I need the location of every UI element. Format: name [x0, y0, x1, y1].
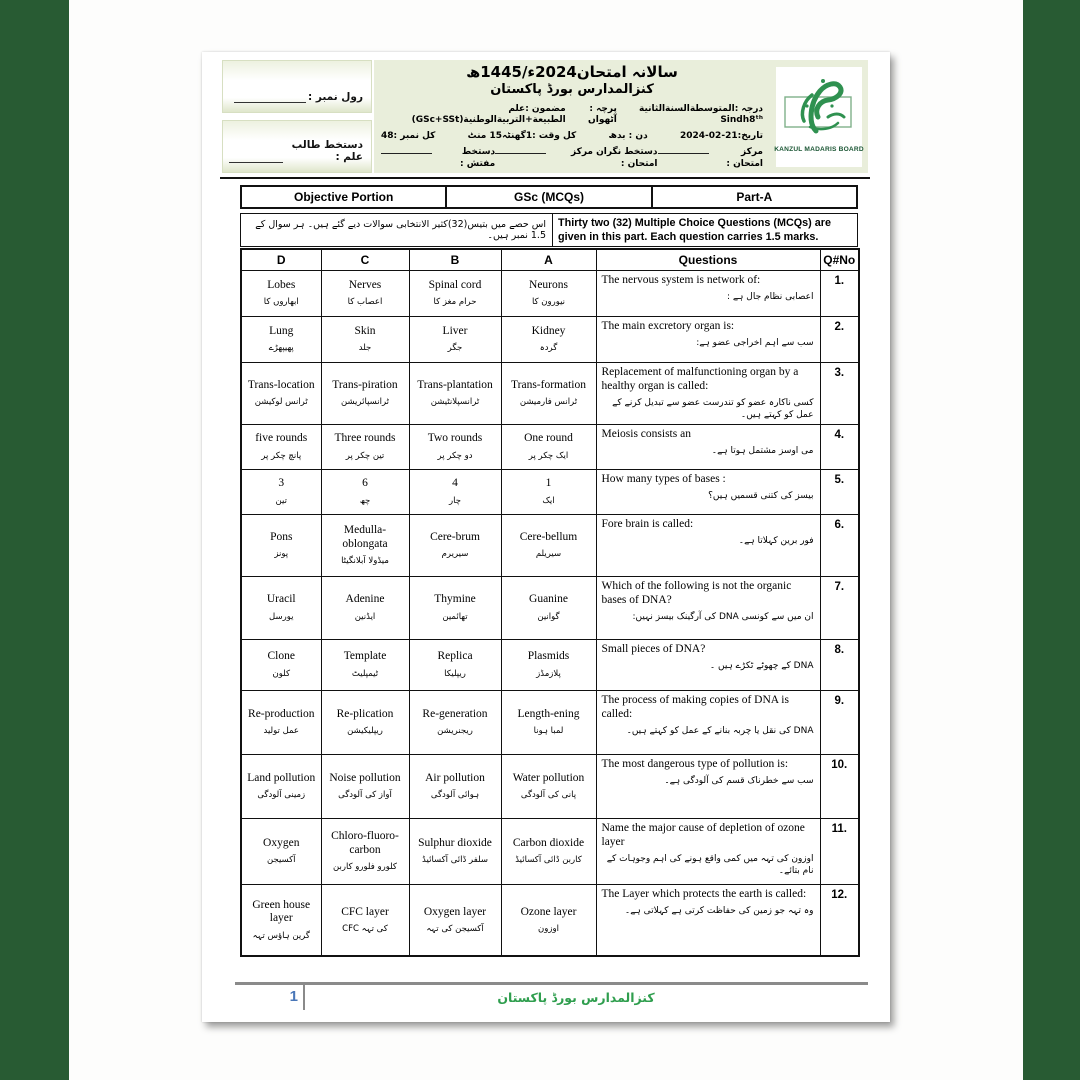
roll-number-box	[222, 60, 372, 113]
option-a-cell	[501, 818, 596, 884]
question-cell	[596, 316, 820, 362]
question-number: 10.	[820, 754, 859, 818]
question-urdu: سب سے خطرناک قسم کی آلودگی ہے۔	[664, 776, 814, 786]
question-number: 3.	[820, 362, 859, 424]
option-c-cell	[321, 576, 409, 639]
question-urdu: وہ تہہ جو زمین کی حفاظت کرتی ہے کہلاتی ہے۔	[624, 906, 814, 916]
option-d-cell	[241, 690, 321, 754]
option-c-english: Chloro-fluoro-carbon	[331, 830, 399, 856]
table-row	[241, 818, 859, 884]
option-a-urdu: گوانین	[537, 611, 560, 622]
question-cell	[596, 469, 820, 514]
question-urdu: کسی ناکارہ عضو کو تندرست عضو سے تبدیل کرنے کے عمل کو کہتے ہیں۔	[612, 398, 814, 420]
option-c-cell	[321, 270, 409, 316]
option-c-cell	[321, 469, 409, 514]
question-english: The nervous system is network of:	[601, 273, 761, 286]
option-a-english: Guanine	[529, 593, 568, 606]
question-english: The Layer which protects the earth is called:	[601, 887, 807, 900]
option-d-cell	[241, 270, 321, 316]
mcq-table	[240, 248, 860, 957]
option-a-english: Carbon dioxide	[512, 836, 585, 849]
question-english: The process of making copies of DNA is called:	[601, 693, 789, 720]
option-a-urdu: کاربن ڈائی آکسائیڈ	[515, 855, 582, 866]
question-english: Small pieces of DNA?	[601, 642, 706, 655]
supervisor-signature-label: دستخط نگران مرکز امتحان :	[570, 147, 658, 169]
option-d-cell	[241, 884, 321, 956]
part-a-cell: Part-A	[651, 187, 856, 207]
option-c-urdu: آواز کی آلودگی	[338, 790, 392, 801]
option-a-cell	[501, 690, 596, 754]
option-d-urdu: آکسیجن	[266, 855, 296, 866]
option-b-english: Replica	[437, 650, 473, 663]
question-english: Fore brain is called:	[601, 517, 694, 530]
option-d-urdu: یورسل	[269, 611, 294, 622]
student-signature-box	[222, 120, 372, 173]
option-b-urdu: جگر	[447, 343, 463, 354]
option-b-cell	[409, 818, 501, 884]
option-b-english: Re-generation	[422, 707, 488, 720]
objective-portion-cell: Objective Portion	[293, 190, 394, 204]
option-c-english: Three rounds	[334, 432, 396, 445]
footer-page-divider	[303, 982, 305, 1010]
option-b-english: Cere-brum	[430, 530, 480, 543]
option-b-english: Oxygen layer	[423, 905, 487, 918]
option-b-cell	[409, 639, 501, 690]
option-c-english: Skin	[354, 324, 376, 337]
option-c-cell	[321, 690, 409, 754]
table-row	[241, 469, 859, 514]
option-c-urdu: اعصاب کا	[347, 297, 383, 308]
option-a-urdu: لمبا ہونا	[533, 726, 564, 737]
option-c-english: Adenine	[345, 593, 385, 606]
grade-field: درجہ :المتوسطةالسنةالثانية Sindh8ᵗʰ	[639, 103, 763, 125]
option-a-english: One round	[524, 432, 573, 445]
meta-row-grade	[381, 104, 763, 127]
option-d-english: Green house layer	[252, 899, 311, 925]
option-d-english: Oxygen	[263, 836, 300, 849]
day-field: دن : بدھ	[608, 131, 648, 142]
total-marks-field: کل نمبر :48	[381, 131, 436, 142]
board-logo	[776, 67, 862, 167]
option-b-urdu: تھائمین	[442, 611, 468, 622]
option-b-cell	[409, 316, 501, 362]
option-b-urdu: ریجنریشن	[437, 726, 473, 737]
option-a-english: Ozone layer	[520, 905, 577, 918]
column-header-b: B	[409, 249, 501, 270]
table-row	[241, 316, 859, 362]
option-d-english: Clone	[267, 650, 295, 663]
option-c-cell	[321, 362, 409, 424]
option-a-urdu: نیورون کا	[531, 297, 566, 308]
question-cell	[596, 690, 820, 754]
option-d-english: 3	[278, 477, 285, 490]
option-d-cell	[241, 514, 321, 576]
option-d-urdu: ٹرانس لوکیشن	[254, 397, 308, 408]
option-c-cell	[321, 514, 409, 576]
paper-header	[222, 60, 868, 173]
question-english: How many types of bases :	[601, 472, 726, 485]
option-b-english: Air pollution	[425, 771, 485, 784]
board-logo-calligraphy-icon	[780, 73, 858, 144]
footer-board-name: کنزالمدارس بورڈ پاکستان	[497, 990, 655, 1005]
meta-row-signatures	[381, 147, 763, 170]
option-c-english: Re-plication	[336, 707, 394, 720]
option-d-cell	[241, 362, 321, 424]
question-urdu: بیسز کی کتنی قسمیں ہیں؟	[708, 491, 814, 501]
option-b-urdu: سلفر ڈائی آکسائیڈ	[422, 855, 488, 866]
option-c-urdu: ٹرانسپائریشن	[341, 397, 389, 408]
question-urdu: اعصابی نظام جال ہے :	[727, 291, 814, 302]
option-b-urdu: چار	[449, 495, 461, 506]
option-a-cell	[501, 469, 596, 514]
option-a-cell	[501, 576, 596, 639]
option-a-cell	[501, 362, 596, 424]
option-a-cell	[501, 424, 596, 469]
option-a-cell	[501, 754, 596, 818]
option-a-english: Kidney	[531, 324, 566, 337]
option-c-urdu: ایڈنین	[354, 611, 376, 622]
option-a-english: Length-ening	[517, 707, 580, 720]
exam-title: سالانہ امتحان2024ء/1445ھ	[466, 63, 678, 81]
option-d-urdu: ابھاروں کا	[263, 297, 299, 308]
header-divider	[220, 177, 870, 179]
question-number: 12.	[820, 884, 859, 956]
option-b-urdu: ریپلیکا	[444, 668, 466, 679]
question-cell	[596, 514, 820, 576]
option-d-urdu: کلون	[272, 668, 290, 679]
option-b-english: Liver	[442, 324, 468, 337]
option-c-cell	[321, 316, 409, 362]
option-c-urdu: جلد	[358, 343, 372, 354]
question-urdu: DNA کی نقل یا چربہ بنانے کے عمل کو کہتے ہیں۔	[626, 726, 814, 737]
option-d-english: Uracil	[266, 593, 296, 606]
exam-center-label: مرکز امتحان :	[726, 147, 763, 169]
option-c-english: Noise pollution	[329, 771, 401, 784]
instructions-row	[240, 213, 858, 247]
option-a-cell	[501, 514, 596, 576]
question-cell	[596, 754, 820, 818]
table-row	[241, 362, 859, 424]
option-a-cell	[501, 884, 596, 956]
meta-row-date	[381, 131, 763, 142]
option-b-cell	[409, 362, 501, 424]
option-c-cell	[321, 818, 409, 884]
column-header-qno: Q#No	[820, 249, 859, 270]
table-row	[241, 514, 859, 576]
option-a-english: 1	[545, 477, 552, 490]
question-number: 6.	[820, 514, 859, 576]
inspector-signature-label: دستخط مفتش :	[459, 147, 496, 169]
option-a-urdu: پانی کی آلودگی	[520, 790, 577, 801]
option-c-cell	[321, 884, 409, 956]
column-header-a: A	[501, 249, 596, 270]
column-header-questions: Questions	[596, 249, 820, 270]
inspector-signature-blank	[381, 152, 432, 154]
option-d-english: Lobes	[267, 278, 296, 291]
option-c-cell	[321, 424, 409, 469]
option-d-english: five rounds	[255, 432, 308, 445]
option-d-urdu: زمینی آلودگی	[257, 790, 306, 801]
option-b-cell	[409, 469, 501, 514]
option-c-urdu: CFC کی تہہ	[342, 923, 388, 934]
option-d-urdu: عمل تولید	[263, 726, 299, 737]
exam-paper-page	[202, 52, 890, 1022]
question-number: 5.	[820, 469, 859, 514]
option-a-cell	[501, 270, 596, 316]
question-number: 4.	[820, 424, 859, 469]
supervisor-signature-blank	[495, 152, 546, 154]
board-title: کنزالمدارس بورڈ پاکستان	[490, 81, 654, 97]
question-urdu: اوزون کی تہہ میں کمی واقع ہونے کی اہم وجوہات کے نام بتائے۔	[606, 854, 814, 877]
option-c-english: Medulla-oblongata	[342, 524, 388, 550]
option-b-cell	[409, 424, 501, 469]
table-row	[241, 424, 859, 469]
option-a-urdu: سیریلم	[535, 549, 562, 560]
question-cell	[596, 270, 820, 316]
option-b-cell	[409, 514, 501, 576]
question-english: Name the major cause of depletion of ozone layer	[601, 821, 805, 848]
question-number: 7.	[820, 576, 859, 639]
question-urdu: DNA کے چھوٹے ٹکڑے ہیں ۔	[709, 661, 814, 671]
question-cell	[596, 362, 820, 424]
question-english: Meiosis consists an	[601, 427, 691, 440]
option-d-cell	[241, 639, 321, 690]
option-c-urdu: چھ	[359, 495, 371, 506]
subject-field: مضمون :علم الطبیعة+التربیةالوطنیة(GSc+SSt)	[411, 103, 566, 125]
column-header-d: D	[241, 249, 321, 270]
option-b-cell	[409, 270, 501, 316]
table-row	[241, 884, 859, 956]
page-number: 1	[289, 988, 298, 1005]
question-cell	[596, 818, 820, 884]
option-b-urdu: سیریرم	[441, 549, 469, 560]
paper-field: پرچہ : آٹھواں	[588, 103, 617, 125]
question-urdu: ان میں سے کونسی DNA کی آرگینک بیسز نہیں:	[632, 612, 814, 623]
duration-field: کل وقت :1گھنٹہ15 منٹ	[467, 131, 577, 142]
option-d-urdu: پھیپھڑے	[268, 343, 294, 354]
option-c-english: Template	[343, 650, 387, 663]
option-b-cell	[409, 690, 501, 754]
option-a-urdu: گردہ	[539, 343, 558, 354]
option-c-urdu: میڈولا آبلانگیٹا	[341, 555, 389, 566]
column-header-c: C	[321, 249, 409, 270]
option-a-english: Cere-bellum	[519, 530, 578, 543]
option-d-cell	[241, 818, 321, 884]
roll-number-label: رول نمبر :	[308, 91, 363, 103]
option-c-urdu: تین چکر پر	[345, 450, 385, 461]
part-header	[240, 185, 858, 209]
table-row	[241, 754, 859, 818]
option-c-urdu: ٹیمپلیٹ	[351, 668, 379, 679]
option-d-english: Pons	[270, 530, 293, 543]
date-field: تاریخ:21-02-2024	[679, 131, 763, 142]
question-cell	[596, 576, 820, 639]
question-english: The most dangerous type of pollution is:	[601, 757, 789, 770]
option-b-cell	[409, 754, 501, 818]
option-a-urdu: ٹرانس فارمیشن	[519, 397, 578, 408]
question-number: 11.	[820, 818, 859, 884]
option-a-urdu: پلازمڈز	[536, 668, 561, 679]
instructions-urdu: اس حصے میں بتیس(32)کثیر الانتخابی سوالات دیے گئے ہیں۔ ہر سوال کے 1.5 نمبر ہیں۔	[255, 219, 546, 242]
exam-title-block	[374, 60, 770, 173]
option-c-english: CFC layer	[341, 905, 389, 918]
footer-rule	[235, 982, 868, 985]
question-number: 2.	[820, 316, 859, 362]
instructions-english: Thirty two (32) Multiple Choice Questions (MCQs) are given in this part. Each question carries 1.5 marks.	[552, 214, 857, 246]
option-d-english: Land pollution	[247, 771, 316, 784]
question-number: 8.	[820, 639, 859, 690]
option-d-cell	[241, 576, 321, 639]
question-english: Replacement of malfunctioning organ by a healthy organ is called:	[601, 365, 799, 392]
option-b-english: Thymine	[434, 593, 476, 606]
question-cell	[596, 424, 820, 469]
question-cell	[596, 639, 820, 690]
option-a-urdu: ایک	[542, 495, 555, 506]
option-a-english: Trans-formation	[511, 378, 586, 391]
option-a-cell	[501, 316, 596, 362]
option-b-cell	[409, 884, 501, 956]
mcq-table-header-row	[241, 249, 859, 270]
roll-number-blank	[234, 101, 306, 103]
board-logo-text: KANZUL MADARIS BOARD	[774, 145, 864, 153]
option-b-english: Two rounds	[427, 432, 483, 445]
option-d-urdu: تین	[275, 495, 287, 506]
option-c-english: Trans-piration	[332, 378, 398, 391]
option-b-urdu: آکسیجن کی تہہ	[426, 923, 484, 934]
option-b-english: Spinal cord	[428, 278, 482, 291]
option-d-urdu: پونز	[274, 549, 289, 560]
question-urdu: فور برین کہلاتا ہے۔	[738, 536, 814, 546]
question-urdu: سب سے اہم اخراجی عضو ہے:	[696, 337, 814, 348]
option-b-cell	[409, 576, 501, 639]
question-cell	[596, 884, 820, 956]
option-a-urdu: اوزون	[538, 923, 559, 934]
option-b-english: 4	[452, 477, 458, 490]
option-b-english: Sulphur dioxide	[418, 836, 492, 849]
question-urdu: می اوسز مشتمل ہوتا ہے۔	[711, 446, 814, 456]
table-row	[241, 576, 859, 639]
right-green-border	[1023, 0, 1080, 1080]
option-b-urdu: حرام مغز کا	[433, 297, 477, 308]
option-b-urdu: ٹرانسپلانٹیشن	[430, 397, 480, 408]
question-number: 9.	[820, 690, 859, 754]
option-a-cell	[501, 639, 596, 690]
question-english: Which of the following is not the organic bases of DNA?	[601, 579, 792, 606]
option-c-english: 6	[362, 477, 368, 490]
gsc-mcqs-cell: GSc (MCQs)	[445, 187, 650, 207]
option-d-cell	[241, 316, 321, 362]
option-d-urdu: گرین ہاؤس تہہ	[252, 930, 310, 941]
table-row	[241, 639, 859, 690]
left-green-border	[0, 0, 69, 1080]
option-b-urdu: ہوائی آلودگی	[430, 790, 480, 801]
student-signature-label: دستخط طالب علم :	[291, 139, 363, 163]
option-c-cell	[321, 639, 409, 690]
exam-center-blank	[658, 152, 709, 154]
student-signature-blank	[229, 161, 283, 163]
option-a-english: Water pollution	[512, 771, 585, 784]
option-b-urdu: دو چکر پر	[437, 450, 473, 461]
option-d-cell	[241, 754, 321, 818]
header-left-column	[222, 60, 372, 173]
option-d-cell	[241, 424, 321, 469]
option-d-cell	[241, 469, 321, 514]
option-d-english: Lung	[269, 324, 294, 337]
option-a-english: Plasmids	[527, 650, 570, 663]
option-b-english: Trans-plantation	[417, 378, 493, 391]
table-row	[241, 690, 859, 754]
table-row	[241, 270, 859, 316]
option-d-urdu: پانچ چکر پر	[261, 450, 302, 461]
question-english: The main excretory organ is:	[601, 319, 735, 332]
option-c-urdu: ریپلیکیشن	[347, 726, 383, 737]
option-d-english: Re-production	[248, 707, 315, 720]
question-number: 1.	[820, 270, 859, 316]
option-d-english: Trans-location	[247, 378, 315, 391]
option-c-english: Nerves	[348, 278, 382, 291]
board-logo-block	[770, 60, 868, 173]
option-c-urdu: کلورو فلورو کاربن	[333, 861, 397, 872]
option-a-english: Neurons	[529, 278, 568, 291]
option-c-cell	[321, 754, 409, 818]
option-a-urdu: ایک چکر پر	[528, 450, 569, 461]
